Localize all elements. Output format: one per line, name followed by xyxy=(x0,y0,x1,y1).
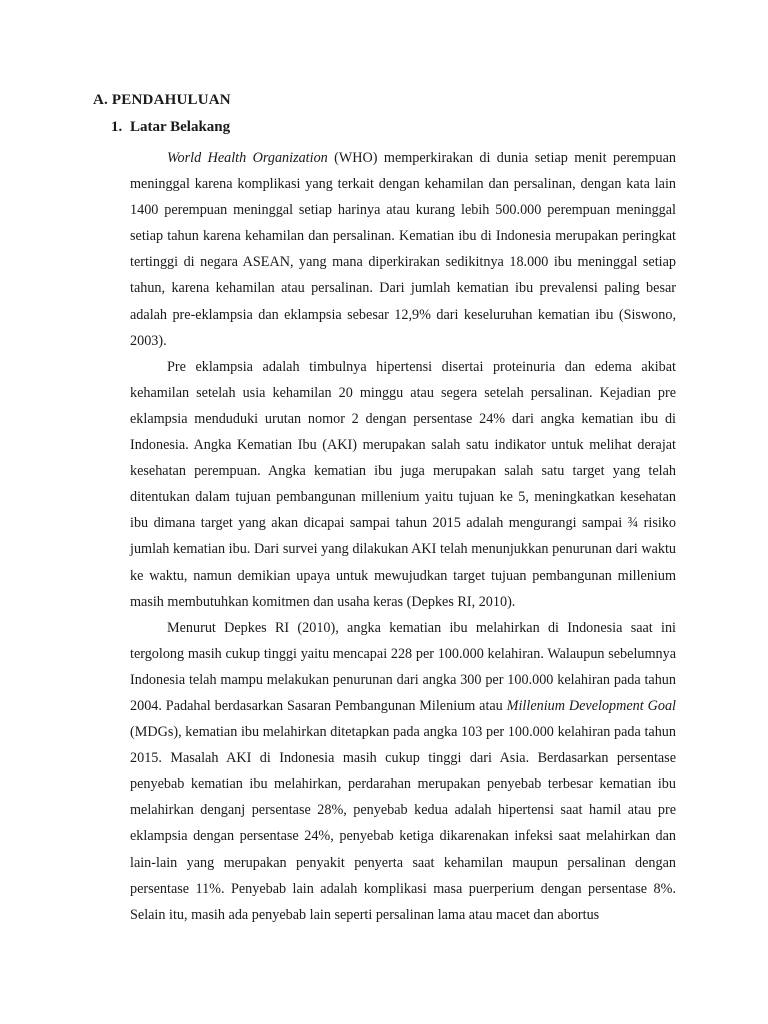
subsection-heading xyxy=(111,119,230,136)
subsection-number: 1. xyxy=(111,119,123,135)
paragraph-who xyxy=(130,145,676,354)
body-text xyxy=(130,145,676,928)
italic-term: World Health Organization xyxy=(167,150,328,166)
paragraph-text: Menurut Depkes RI (2010), angka kematian ibu melahirkan di Indonesia saat ini tergolong masih cukup tinggi yaitu mencapai 228 per 100.000 kelahiran. Walaupun sebelumnya Indonesia telah mampu melakukan penurunan dari angka 300 per 100.000 kelahiran pada tahun 2004. Padahal berdasarkan Sasaran Pembangunan Milenium atau xyxy=(130,619,676,714)
paragraph-text: (MDGs), kematian ibu melahirkan ditetapkan pada angka 103 per 100.000 kelahiran pada tahun 2015. Masalah AKI di Indonesia masih cukup tinggi dari Asia. Berdasarkan persentase penyebab kematian ibu melahirkan, perdarahan merupakan penyebab terbesar kematian ibu melahirkan denganj persentase 28%, penyebab kedua adalah hipertensi saat hamil atau pre eklampsia dengan persentase 24%, penyebab ketiga dikarenakan infeksi saat melahirkan dan lain-lain yang merupakan penyakit penyerta saat kehamilan maupun persalinan dengan persentase 11%. Penyebab lain adalah komplikasi masa puerperium dengan persentase 8%. Selain itu, masih ada penyebab lain seperti persalinan lama atau macet dan abortus xyxy=(130,724,676,923)
paragraph-depkes xyxy=(130,615,676,928)
subsection-title: Latar Belakang xyxy=(130,119,231,135)
paragraph-text: (WHO) memperkirakan di dunia setiap menit perempuan meninggal karena komplikasi yang terkait dengan kehamilan dan persalinan, dengan kata lain 1400 perempuan meninggal setiap harinya atau kurang lebih 500.000 perempuan meninggal setiap tahun karena kehamilan dan persalinan. Kematian ibu di Indonesia merupakan peringkat tertinggi di negara ASEAN, yang mana diperkirakan sedikitnya 18.000 ibu meninggal setiap tahun, karena kehamilan atau persalinan. Dari jumlah kematian ibu prevalensi paling besar adalah pre-eklampsia dan eklampsia sebesar 12,9% dari keseluruhan kematian ibu (Siswono, 2003). xyxy=(130,150,676,349)
paragraph-text: Pre eklampsia adalah timbulnya hipertensi disertai proteinuria dan edema akibat kehamilan setelah usia kehamilan 20 minggu atau segera setelah persalinan. Kejadian pre eklampsia menduduki urutan nomor 2 dengan persentase 24% dari angka kematian ibu di Indonesia. Angka Kematian Ibu (AKI) merupakan salah satu indikator untuk melihat derajat kesehatan perempuan. Angka kematian ibu juga merupakan salah satu target yang telah ditentukan dalam tujuan pembangunan millenium yaitu tujuan ke 5, meningkatkan kesehatan ibu dimana target yang akan dicapai sampai tahun 2015 adalah mengurangi sampai ¾ risiko jumlah kematian ibu. Dari survei yang dilakukan AKI telah menunjukkan penurunan dari waktu ke waktu, namun demikian upaya untuk mewujudkan target tujuan pembangunan millenium masih membutuhkan komitmen dan usaha keras (Depkes RI, 2010). xyxy=(130,358,676,610)
paragraph-preeklampsia xyxy=(130,354,676,615)
section-heading: A. PENDAHULUAN xyxy=(93,92,231,108)
italic-term: Millenium Development Goal xyxy=(506,697,676,714)
